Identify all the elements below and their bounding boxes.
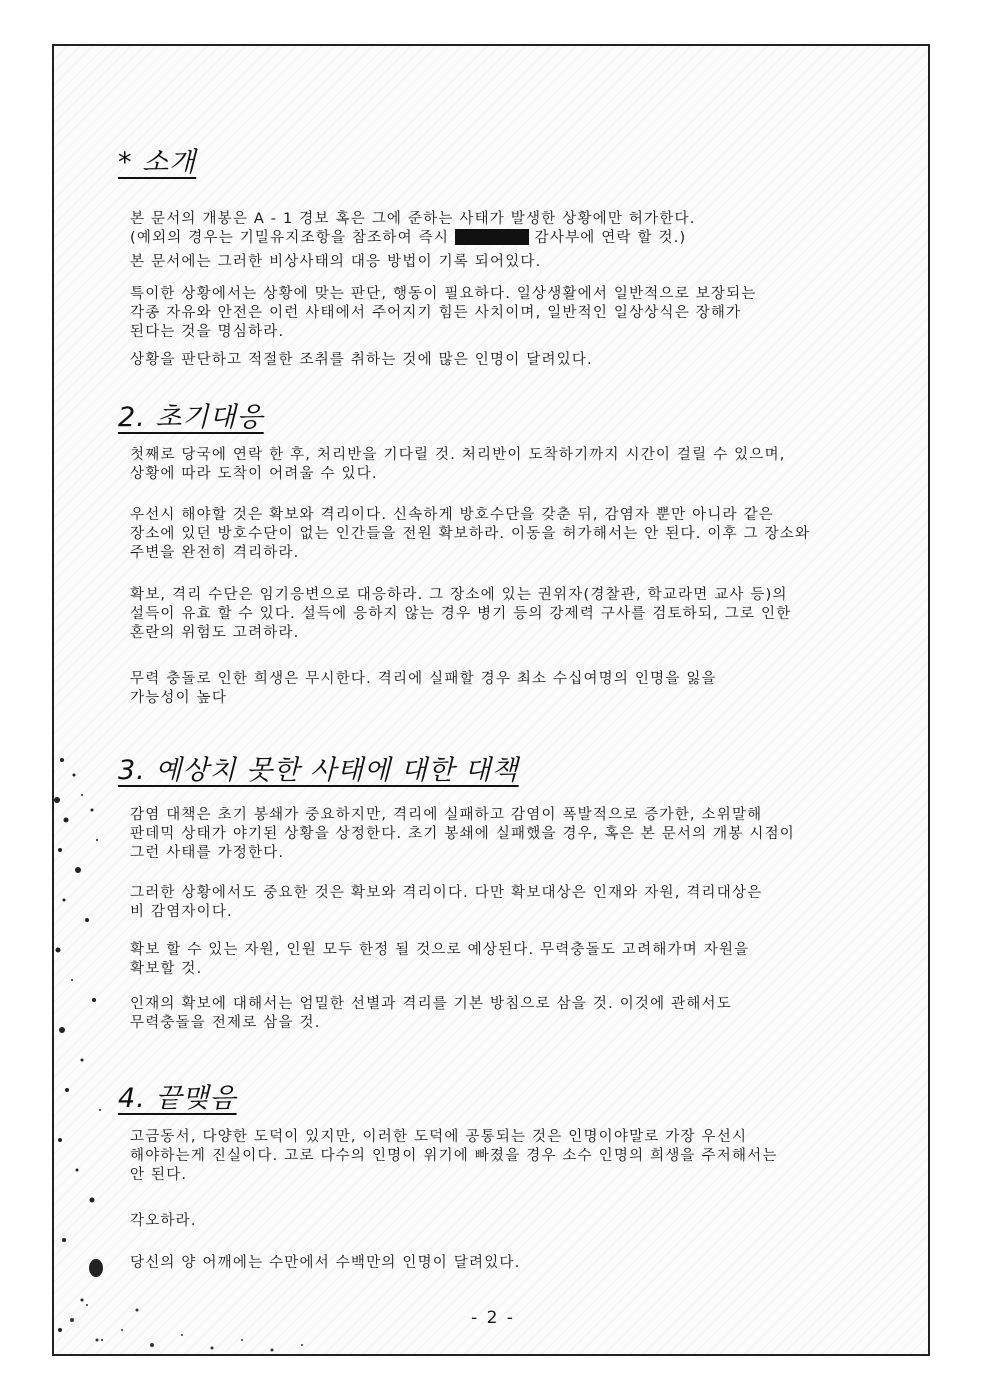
paragraph: 확보 할 수 있는 자원, 인원 모두 한정 될 것으로 예상된다. 무력충돌도 고려해가며 자원을 확보할 것. — [130, 942, 750, 977]
paragraph: 그러한 상황에서도 중요한 것은 확보와 격리이다. 다만 확보대상은 인재와 자원, 격리대상은 비 감염자이다. — [130, 885, 763, 920]
redaction-bar — [455, 229, 529, 245]
paragraph: 감염 대책은 초기 봉쇄가 중요하지만, 격리에 실패하고 감염이 폭발적으로 증가한, 소위말해 판데믹 상태가 야기된 상황을 상정한다. 초기 봉쇄에 실패했을 경우, 혹은 본 문서의 개봉 시점이 그런 사태를 가정한다. — [130, 807, 795, 861]
paragraph: 첫째로 당국에 연락 한 후, 처리반을 기다릴 것. 처리반이 도착하기까지 시간이 걸릴 수 있으며, 상황에 따라 도착이 어려울 수 있다. — [130, 447, 786, 482]
paragraph: 고금동서, 다양한 도덕이 있지만, 이러한 도덕에 공통되는 것은 인명이야말로 가장 우선시 해야하는게 진실이다. 고로 다수의 인명이 위기에 빠졌을 경우 소수 인명의 희생을 주저해서는 안 된다. — [130, 1129, 778, 1183]
section-heading-initial-response: 2. 초기대응 — [118, 402, 264, 433]
paragraph: 본 문서에는 그러한 비상사태의 대응 방법이 기록 되어있다. — [130, 254, 542, 270]
paragraph: 우선시 해야할 것은 확보와 격리이다. 신속하게 방호수단을 갖춘 뒤, 감염자 뿐만 아니라 같은 장소에 있던 방호수단이 없는 인간들을 전원 확보하라. 이동을 허가해서는 안 된다. 이후 그 장소와 주변을 완전히 격리하라. — [130, 507, 811, 561]
page-number: - 2 - — [471, 1308, 515, 1328]
section-heading-unexpected: 3. 예상치 못한 사태에 대한 대책 — [118, 755, 519, 786]
paragraph: 확보, 격리 수단은 임기응변으로 대응하라. 그 장소에 있는 권위자(경찰관, 학교라면 교사 등)의 설득이 유효 할 수 있다. 설득에 응하지 않는 경우 병기 등의 강제력 구사를 검토하되, 그로 인한 혼란의 위험도 고려하라. — [130, 587, 792, 641]
redacted-text-before: (예외의 경우는 기밀유지조항을 참조하여 즉시 — [130, 230, 455, 246]
paragraph: 인재의 확보에 대해서는 엄밀한 선별과 격리를 기본 방침으로 삼을 것. 이것에 관해서도 무력충돌을 전제로 삼을 것. — [130, 996, 732, 1031]
paragraph: 당신의 양 어깨에는 수만에서 수백만의 인명이 달려있다. — [130, 1255, 521, 1271]
paragraph: 상황을 판단하고 적절한 조취를 취하는 것에 많은 인명이 달려있다. — [130, 352, 593, 368]
section-heading-closing: 4. 끝맺음 — [118, 1083, 237, 1114]
paragraph: 본 문서의 개봉은 A - 1 경보 혹은 그에 준하는 사태가 발생한 상황에만 허가한다. — [130, 211, 696, 227]
redacted-text-after: 감사부에 연락 할 것.) — [528, 230, 687, 246]
section-heading-intro: * 소개 — [118, 147, 197, 178]
redacted-paragraph — [130, 229, 910, 248]
paragraph: 각오하라. — [130, 1213, 197, 1229]
paragraph: 무력 충돌로 인한 희생은 무시한다. 격리에 실패할 경우 최소 수십여명의 인명을 잃을 가능성이 높다 — [130, 671, 717, 706]
paragraph: 특이한 상황에서는 상황에 맞는 판단, 행동이 필요하다. 일상생활에서 일반적으로 보장되는 각종 자유와 안전은 이런 사태에서 주어지기 힘든 사치이며, 일반적인 일상상식은 장해가 된다는 것을 명심하라. — [130, 286, 757, 340]
ink-splatter-decoration — [52, 740, 112, 1356]
